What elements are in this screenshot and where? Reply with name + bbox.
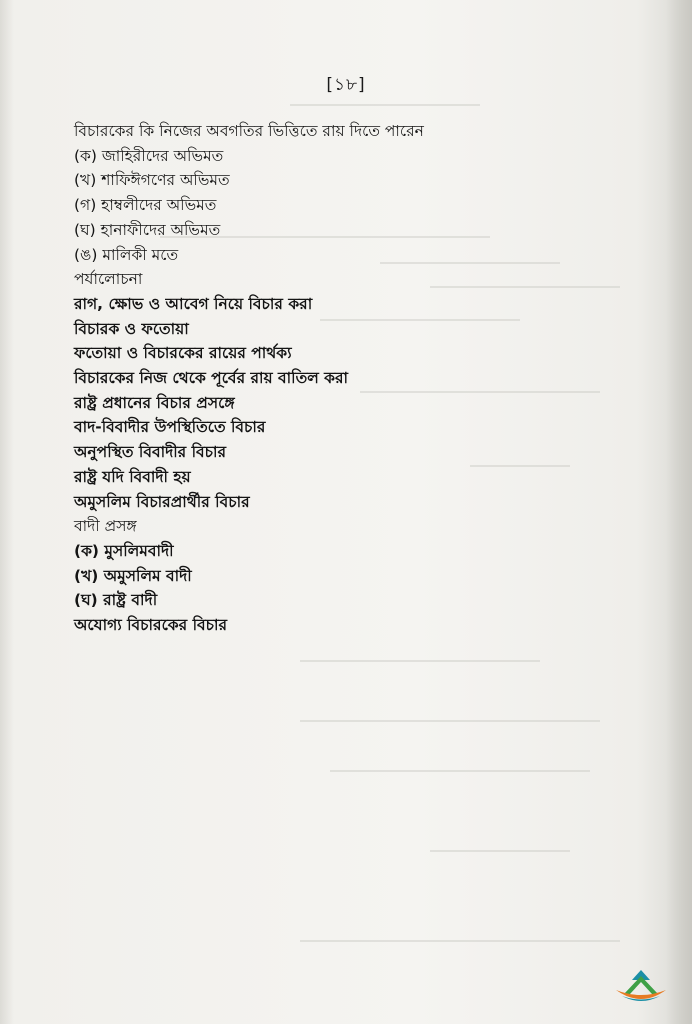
bleed-through-line [470, 465, 570, 467]
bleed-through-line [300, 720, 600, 722]
bleed-through-line [330, 770, 590, 772]
publisher-logo-icon [614, 968, 668, 1004]
bleed-through-line [430, 850, 570, 852]
contents-item: বিচারকের কি নিজের অবগতির ভিত্তিতে রায় দিতে পারেন [74, 122, 424, 140]
contents-item: অযোগ্য বিচারকের বিচার [74, 616, 228, 635]
bleed-through-line [430, 286, 620, 288]
bleed-through-line [290, 104, 480, 106]
contents-item: রাষ্ট্র প্রধানের বিচার প্রসঙ্গে [74, 393, 235, 412]
page-number: [১৮] [326, 75, 366, 95]
bleed-through-line [300, 940, 620, 942]
contents-item: অমুসলিম বিচারপ্রার্থীর বিচার [74, 492, 250, 511]
contents-item: বাদ-বিবাদীর উপস্থিতিতে বিচার [74, 418, 266, 437]
contents-item: (ক) মুসলিমবাদী [74, 541, 174, 560]
contents-item: রাগ, ক্ষোভ ও আবেগ নিয়ে বিচার করা [74, 294, 313, 313]
contents-item: বাদী প্রসঙ্গ [74, 517, 137, 536]
contents-item: (খ) অমুসলিম বাদী [74, 566, 192, 585]
contents-list [74, 119, 424, 638]
contents-item: অনুপস্থিত বিবাদীর বিচার [74, 443, 227, 462]
contents-item: (ঘ) রাষ্ট্র বাদী [74, 591, 158, 610]
page-edge-shadow [666, 0, 692, 1024]
contents-item: ফতোয়া ও বিচারকের রায়ের পার্থক্য [74, 344, 292, 363]
contents-item: বিচারক ও ফতোয়া [74, 319, 189, 338]
contents-item: পর্যালোচনা [74, 270, 143, 289]
contents-item: (খ) শাফিঈগণের অভিমত [74, 171, 230, 190]
contents-item: (ঘ) হানাফীদের অভিমত [74, 220, 221, 239]
contents-item: (গ) হাম্বলীদের অভিমত [74, 196, 217, 215]
contents-item: (ক) জাহিরীদের অভিমত [74, 146, 224, 165]
contents-item: রাষ্ট্র যদি বিবাদী হয় [74, 467, 191, 486]
contents-item: (ঙ) মালিকী মতে [74, 245, 179, 264]
contents-item: বিচারকের নিজ থেকে পূর্বের রায় বাতিল করা [74, 369, 349, 388]
bleed-through-line [300, 660, 540, 662]
